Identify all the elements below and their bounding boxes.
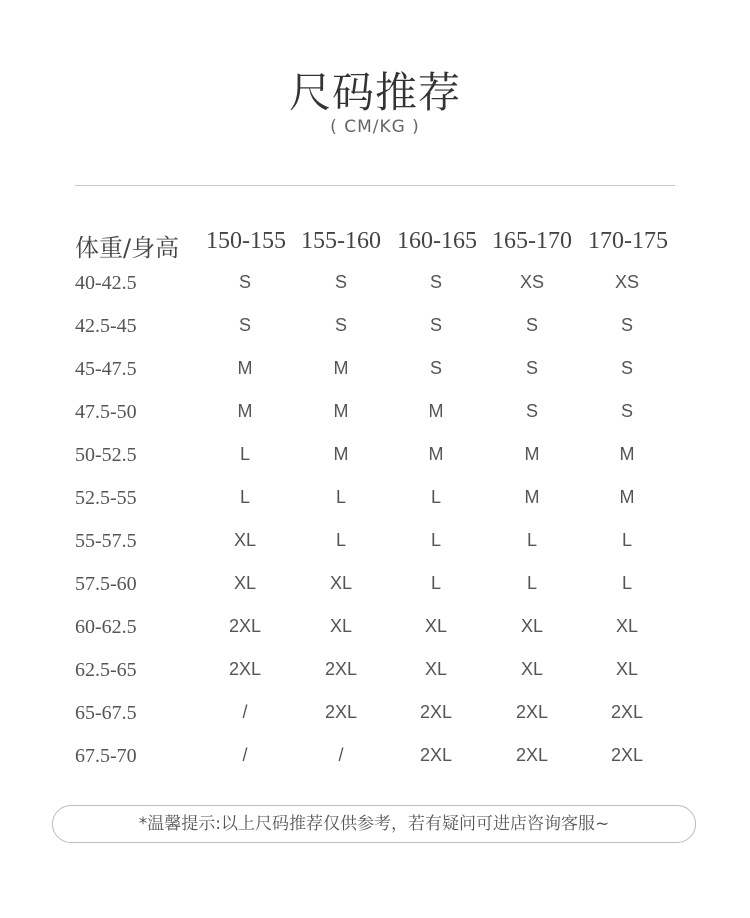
size-cell: XS bbox=[519, 272, 544, 292]
size-cell: 2XL bbox=[515, 702, 549, 722]
row-label: 42.5-45 bbox=[75, 315, 137, 337]
size-cell: S bbox=[429, 272, 442, 292]
size-cell: 2XL bbox=[324, 702, 358, 722]
column-header: 155-160 bbox=[301, 228, 381, 254]
size-cell: L bbox=[335, 487, 346, 507]
size-cell: 2XL bbox=[419, 745, 453, 765]
row-label: 52.5-55 bbox=[75, 487, 137, 509]
size-cell: L bbox=[239, 487, 250, 507]
size-cell: S bbox=[238, 315, 251, 335]
row-label: 62.5-65 bbox=[75, 659, 137, 681]
tip-note: *温馨提示:以上尺码推荐仅供参考，若有疑问可进店咨询客服~ bbox=[52, 805, 696, 843]
size-cell: M bbox=[333, 358, 349, 378]
table-row bbox=[0, 272, 750, 302]
column-header: 170-175 bbox=[588, 228, 668, 254]
size-cell: 2XL bbox=[610, 745, 644, 765]
size-cell: S bbox=[334, 315, 347, 335]
size-cell: L bbox=[430, 573, 441, 593]
column-header: 160-165 bbox=[397, 228, 477, 254]
divider bbox=[75, 185, 675, 186]
size-cell: M bbox=[619, 487, 635, 507]
table-row bbox=[0, 315, 750, 345]
size-cell: L bbox=[430, 487, 441, 507]
table-row bbox=[0, 616, 750, 646]
table-row bbox=[0, 358, 750, 388]
size-cell: L bbox=[239, 444, 250, 464]
table-row bbox=[0, 659, 750, 689]
size-cell: XL bbox=[615, 616, 639, 636]
table-row bbox=[0, 401, 750, 431]
size-cell: 2XL bbox=[228, 616, 262, 636]
row-label: 50-52.5 bbox=[75, 444, 137, 466]
size-cell: S bbox=[429, 358, 442, 378]
size-cell: XL bbox=[233, 530, 257, 550]
size-cell: 2XL bbox=[515, 745, 549, 765]
column-header: 165-170 bbox=[492, 228, 572, 254]
size-cell: L bbox=[621, 573, 632, 593]
size-cell: S bbox=[525, 401, 538, 421]
size-cell: L bbox=[430, 530, 441, 550]
row-label: 60-62.5 bbox=[75, 616, 137, 638]
size-cell: 2XL bbox=[228, 659, 262, 679]
size-cell: XL bbox=[424, 616, 448, 636]
row-label: 65-67.5 bbox=[75, 702, 137, 724]
row-label: 55-57.5 bbox=[75, 530, 137, 552]
size-cell: L bbox=[526, 573, 537, 593]
size-cell: S bbox=[429, 315, 442, 335]
size-cell: S bbox=[238, 272, 251, 292]
size-cell: M bbox=[428, 401, 444, 421]
table-row bbox=[0, 530, 750, 560]
size-cell: M bbox=[619, 444, 635, 464]
size-cell: XL bbox=[233, 573, 257, 593]
size-cell: S bbox=[334, 272, 347, 292]
size-cell: 2XL bbox=[324, 659, 358, 679]
size-cell: M bbox=[333, 401, 349, 421]
size-cell: XL bbox=[615, 659, 639, 679]
size-cell: / bbox=[242, 702, 248, 722]
size-cell: L bbox=[526, 530, 537, 550]
row-label: 57.5-60 bbox=[75, 573, 137, 595]
size-cell: M bbox=[524, 487, 540, 507]
size-cell: S bbox=[525, 358, 538, 378]
size-cell: S bbox=[620, 358, 633, 378]
unit-subtitle: ( CM/KG ) bbox=[330, 117, 420, 137]
size-cell: XS bbox=[614, 272, 639, 292]
table-row bbox=[0, 487, 750, 517]
size-cell: XL bbox=[424, 659, 448, 679]
row-label: 67.5-70 bbox=[75, 745, 137, 767]
size-cell: XL bbox=[329, 573, 353, 593]
size-cell: M bbox=[237, 358, 253, 378]
column-header: 150-155 bbox=[206, 228, 286, 254]
corner-label: 体重/身高 bbox=[75, 234, 180, 262]
size-cell: S bbox=[525, 315, 538, 335]
size-cell: M bbox=[237, 401, 253, 421]
size-cell: / bbox=[338, 745, 344, 765]
table-header-row bbox=[0, 228, 750, 264]
table-row bbox=[0, 573, 750, 603]
size-cell: M bbox=[428, 444, 444, 464]
table-row bbox=[0, 745, 750, 775]
size-cell: 2XL bbox=[419, 702, 453, 722]
row-label: 40-42.5 bbox=[75, 272, 137, 294]
size-cell: XL bbox=[329, 616, 353, 636]
size-cell: M bbox=[524, 444, 540, 464]
size-cell: S bbox=[620, 315, 633, 335]
size-cell: 2XL bbox=[610, 702, 644, 722]
size-cell: L bbox=[621, 530, 632, 550]
size-cell: M bbox=[333, 444, 349, 464]
table-row bbox=[0, 702, 750, 732]
row-label: 45-47.5 bbox=[75, 358, 137, 380]
size-cell: XL bbox=[520, 616, 544, 636]
row-label: 47.5-50 bbox=[75, 401, 137, 423]
size-cell: L bbox=[335, 530, 346, 550]
size-cell: / bbox=[242, 745, 248, 765]
page-title: 尺码推荐 bbox=[288, 68, 461, 117]
table-row bbox=[0, 444, 750, 474]
size-cell: XL bbox=[520, 659, 544, 679]
size-cell: S bbox=[620, 401, 633, 421]
